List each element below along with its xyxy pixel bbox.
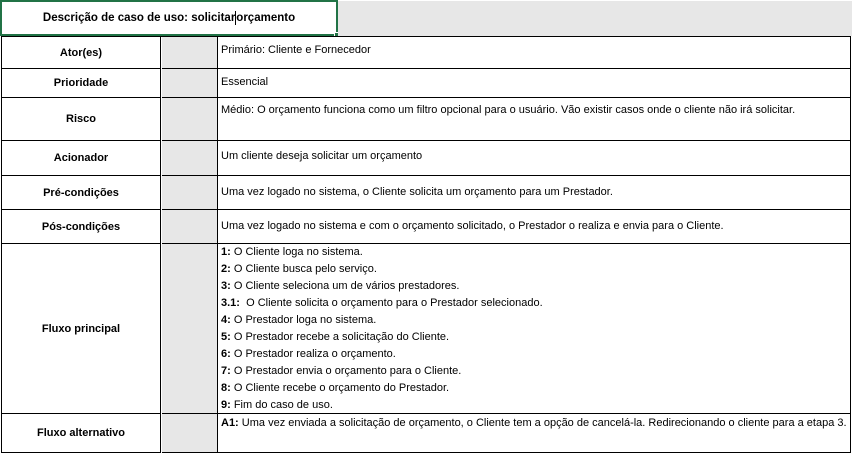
flow-step: 1: O Cliente loga no sistema. <box>221 246 363 258</box>
flow-step: 3.1: O Cliente solicita o orçamento para o Prestador selecionado. <box>221 297 543 309</box>
title-text-before: Descrição de caso de uso: solicitar <box>42 12 236 24</box>
gray-spacer-cell[interactable] <box>162 244 217 414</box>
flow-step: 3: O Cliente seleciona um de vários prestadores. <box>221 280 460 292</box>
value-acionador[interactable]: Um cliente deseja solicitar um orçamento <box>217 141 851 176</box>
label-atores[interactable]: Ator(es) <box>1 37 161 69</box>
flow-step: 9: Fim do caso de uso. <box>221 399 333 411</box>
label-fluxo-alternativo[interactable]: Fluxo alternativo <box>1 414 161 453</box>
flow-step: 6: O Prestador realiza o orçamento. <box>221 348 396 360</box>
empty-header-area <box>338 1 852 36</box>
value-prioridade[interactable]: Essencial <box>217 69 851 98</box>
label-fluxo-principal[interactable]: Fluxo principal <box>1 244 161 414</box>
gray-spacer-cell[interactable] <box>162 37 217 69</box>
label-prioridade[interactable]: Prioridade <box>1 69 161 98</box>
value-pos-condicoes[interactable]: Uma vez logado no sistema e com o orçamento solicitado, o Prestador o realiza e envia para o Cliente. <box>217 210 851 244</box>
gray-spacer-cell[interactable] <box>162 176 217 210</box>
value-pre-condicoes[interactable]: Uma vez logado no sistema, o Cliente solicita um orçamento para um Prestador. <box>217 176 851 210</box>
alt-flow-number: A1: <box>221 417 239 429</box>
value-fluxo-alternativo[interactable] <box>217 414 851 453</box>
gray-spacer-cell[interactable] <box>162 210 217 244</box>
flow-step: 5: O Prestador recebe a solicitação do Cliente. <box>221 331 450 343</box>
label-risco[interactable]: Risco <box>1 98 161 141</box>
value-fluxo-principal[interactable] <box>217 244 851 414</box>
flow-step: 2: O Cliente busca pelo serviço. <box>221 263 377 275</box>
label-acionador[interactable]: Acionador <box>1 141 161 176</box>
label-pos-condicoes[interactable]: Pós-condições <box>1 210 161 244</box>
gray-spacer-cell[interactable] <box>162 69 217 98</box>
alt-flow-text: Uma vez enviada a solicitação de orçamento, o Cliente tem a opção de cancelá-la. Redirecionando o cliente para a etapa 3. <box>238 417 847 429</box>
label-pre-condicoes[interactable]: Pré-condições <box>1 176 161 210</box>
title-cell[interactable] <box>0 0 338 36</box>
flow-step: 8: O Cliente recebe o orçamento do Prestador. <box>221 382 450 394</box>
flow-step: 4: O Prestador loga no sistema. <box>221 314 377 326</box>
gray-spacer-cell[interactable] <box>162 98 217 141</box>
gray-spacer-cell[interactable] <box>162 141 217 176</box>
title-text-after: orçamento <box>236 12 296 24</box>
flow-step: 7: O Prestador envia o orçamento para o Cliente. <box>221 365 462 377</box>
value-atores[interactable]: Primário: Cliente e Fornecedor <box>217 37 851 69</box>
gray-spacer-cell[interactable] <box>162 414 217 453</box>
value-risco[interactable]: Médio: O orçamento funciona como um filtro opcional para o usuário. Vão existir casos onde o cliente não irá solicitar. <box>217 98 851 141</box>
